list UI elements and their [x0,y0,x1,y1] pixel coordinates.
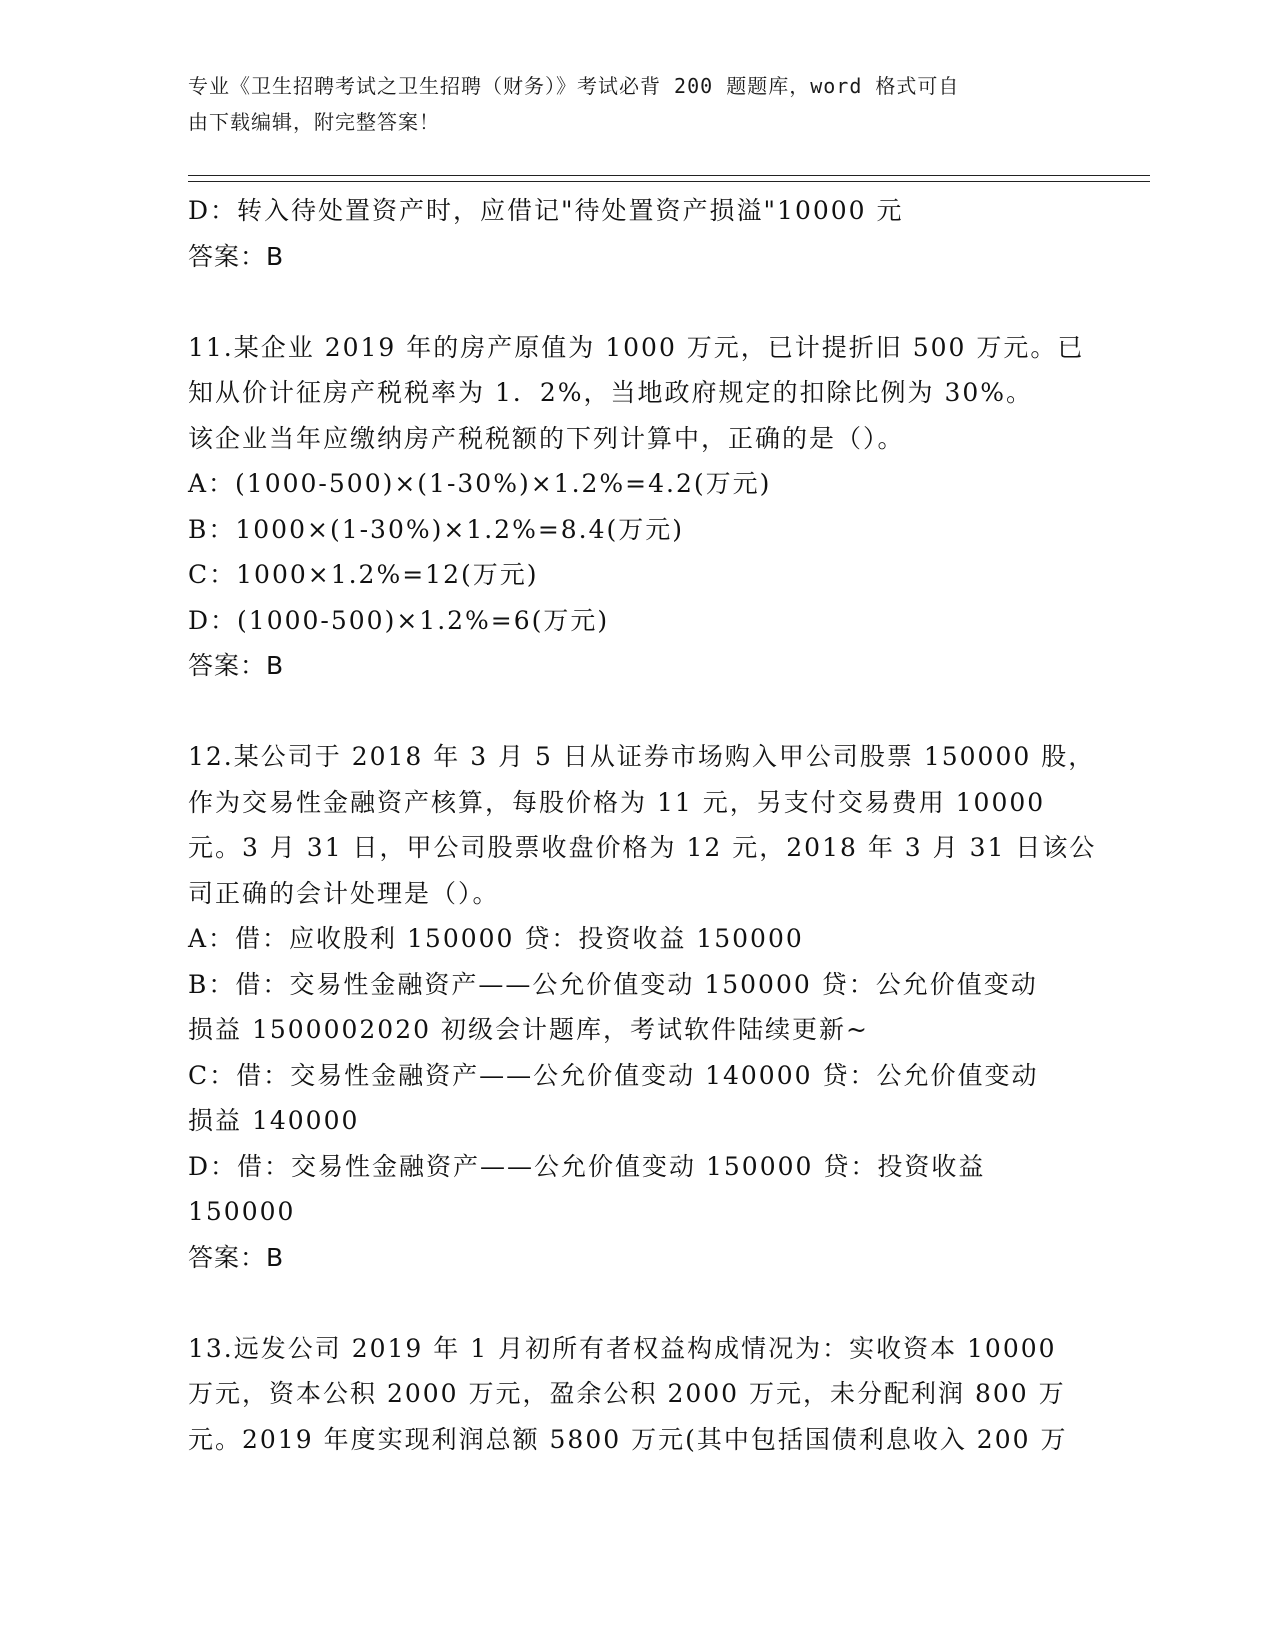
question-content [188,188,1097,1462]
document-header [188,68,1068,140]
spacer [188,689,1068,735]
question-11 [188,325,1085,689]
option-c: C：借：交易性金融资产——公允价值变动 140000 贷：公允价值变动 [188,1060,1039,1090]
option-d-continued: 150000 [188,1197,296,1226]
option-c: C：1000×1.2%=12(万元) [188,560,539,589]
header-divider-bottom [188,181,1150,182]
question-12 [188,734,1097,1280]
question-stem-line: 12.某公司于 2018 年 3 月 5 日从证券市场购入甲公司股票 150000 股， [188,742,1096,771]
spacer [188,1280,1068,1326]
header-line-2: 由下载编辑，附完整答案！ [188,110,440,134]
question-stem-line: 元。2019 年度实现利润总额 5800 万元(其中包括国债利息收入 200 万 [188,1424,1068,1454]
option-c-continued: 损益 140000 [188,1106,360,1135]
question-stem-line: 13.远发公司 2019 年 1 月初所有者权益构成情况为：实收资本 10000 [188,1333,1057,1363]
answer: 答案：B [188,651,285,680]
question-stem-line: 作为交易性金融资产核算，每股价格为 11 元，另支付交易费用 10000 [188,787,1046,817]
question-stem-line: 元。3 月 31 日，甲公司股票收盘价格为 12 元，2018 年 3 月 31 日该公 [188,833,1097,862]
header-divider-top [188,175,1150,176]
option-d: D：(1000-500)×1.2%=6(万元) [188,605,610,635]
option-b: B：借：交易性金融资产——公允价值变动 150000 贷：公允价值变动 [188,969,1038,999]
question-stem-line: 该企业当年应缴纳房产税税额的下列计算中，正确的是（）。 [188,423,905,453]
option-a: A：(1000-500)×(1-30%)×1.2%=4.2(万元) [188,469,772,498]
question-stem-line: 11.某企业 2019 年的房产原值为 1000 万元，已计提折旧 500 万元。已 [188,332,1085,362]
option-d: D：借：交易性金融资产——公允价值变动 150000 贷：投资收益 [188,1151,986,1181]
spacer [188,279,1068,325]
option-b: B：1000×(1-30%)×1.2%=8.4(万元) [188,514,685,544]
question-13 [188,1326,1068,1463]
answer: 答案：B [188,241,285,271]
question-stem-line: 万元，资本公积 2000 万元，盈余公积 2000 万元，未分配利润 800 万 [188,1379,1066,1408]
question-stem-line: 知从价计征房产税税率为 1．2%，当地政府规定的扣除比例为 30%。 [188,378,1034,407]
option-b-continued: 损益 1500002020 初级会计题库，考试软件陆续更新~ [188,1015,869,1044]
question-10-tail [188,188,1068,279]
answer: 答案：B [188,1242,285,1272]
option-d: D：转入待处置资产时，应借记"待处置资产损溢"10000 元 [188,196,904,225]
question-stem-line: 司正确的会计处理是（）。 [188,878,500,908]
header-line-1: 专业《卫生招聘考试之卫生招聘（财务）》考试必背 200 题题库，word 格式可自 [188,74,960,98]
option-a: A：借：应收股利 150000 贷：投资收益 150000 [188,924,804,953]
